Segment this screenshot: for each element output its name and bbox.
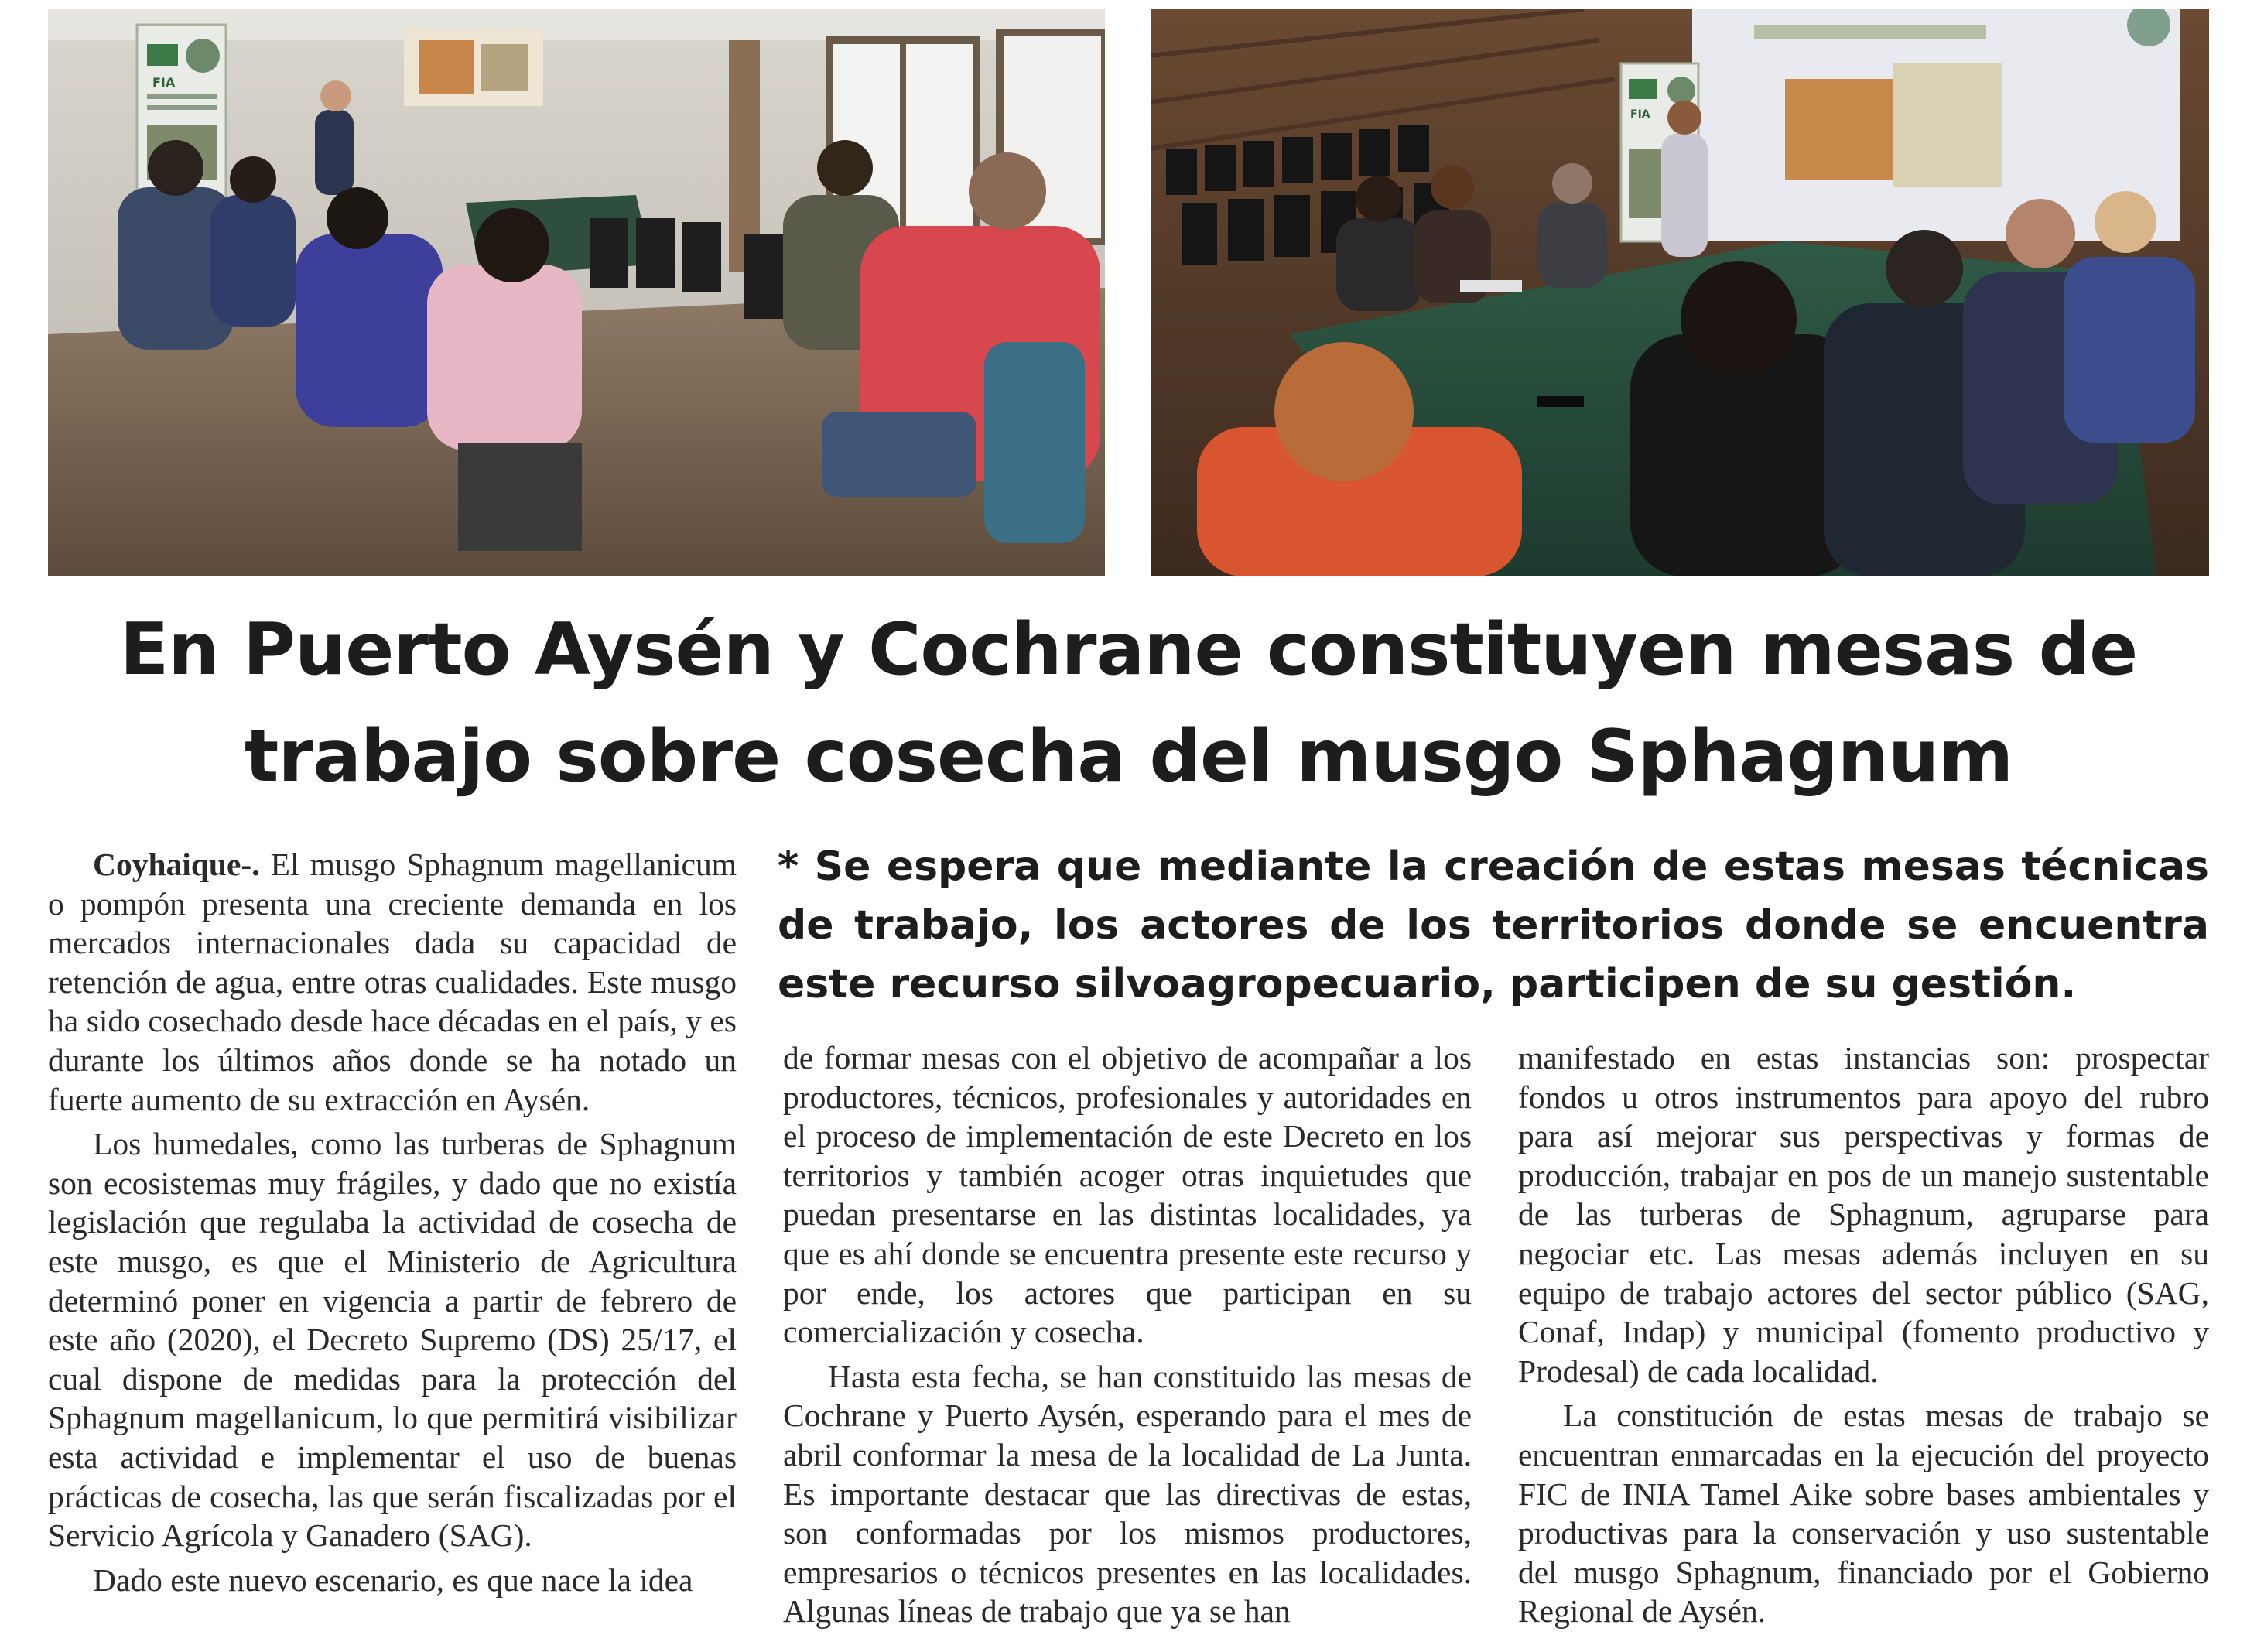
photo-meeting-puerto-aysen-image [48,9,1105,576]
article-headline [48,596,2209,809]
article-dateline: Coyhaique-. [93,847,260,882]
article-paragraph [48,845,737,1119]
photo-meeting-puerto-aysen [48,9,1105,576]
article-paragraph-text: El musgo Sphagnum magellanicum o pompón presenta una creciente demanda en los mercados internacionales dada su capacidad de retención de agua, entre otras cualidades. Este musgo ha sido cosechado desde hace décadas en el país, y es durante los últimos años donde se ha notado un fuerte aumento de su extracción en Aysén. [48,847,737,1117]
article-column-3 [1518,1038,2209,1637]
photo-right-banner-logo: FIA [1630,108,1650,121]
article-paragraph: La constitución de estas mesas de trabajo se encuentran enmarcadas en la ejecución del proyecto FIC de INIA Tamel Aike sobre bases ambientales y productivas para la conservación y uso sustentable del musgo Sphagnum, financiado por el Gobierno Regional de Aysén. [1518,1397,2209,1630]
article-column-1 [48,845,737,1605]
article-paragraph: manifestado en estas instancias son: prospectar fondos u otros instrumentos para apoyo del rubro para así mejorar sus perspectivas y formas de producción, trabajar en pos de un manejo sustentable de las turberas de Sphagnum, agruparse para negociar etc. Las mesas además incluyen en su equipo de trabajo actores del sector público (SAG, Conaf, Indap) y municipal (fomento productivo y Prodesal) de cada localidad. [1518,1040,2209,1389]
article-paragraph: Dado este nuevo escenario, es que nace la idea [93,1561,693,1598]
article-paragraph: Hasta esta fecha, se han constituido las mesas de Cochrane y Puerto Aysén, esperando para el mes de abril conformar la mesa de la localidad de La Junta. Es importante destacar que las directivas de estas, son conformadas por los mismos productores, empresarios o técnicos presentes en las localidades. Algunas líneas de trabajo que ya se han [783,1358,1472,1630]
article-column-2 [783,1038,1472,1637]
photo-meeting-cochrane [1151,9,2209,576]
article-paragraph: Los humedales, como las turberas de Sphagnum son ecosistemas muy frágiles, y dado que no existía legislación que regulaba la actividad de cosecha de este musgo, es que el Ministerio de Agricultura determinó poner en vigencia a partir de febrero de este año (2020), el Decreto Supremo (DS) 25/17, el cual dispone de medidas para la protección del Sphagnum magellanicum, lo que permitirá visibilizar esta actividad e implementar el uso de buenas prácticas de cosecha, las que serán fiscalizadas por el Servicio Agrícola y Ganadero (SAG). [48,1126,737,1554]
article-pullquote: * Se espera que mediante la creación de estas mesas técnicas de trabajo, los actores de los territorios donde se encuentra este recurso silvoagropecuario, participen de su gestión. [778,843,2209,1007]
headline-line-1: En Puerto Aysén y Cochrane constituyen mesas de [119,607,2138,691]
photo-meeting-cochrane-image [1151,9,2209,576]
headline-line-2: trabajo sobre cosecha del musgo Sphagnum [244,714,2013,798]
photo-left-banner-logo: FIA [152,75,176,90]
article-paragraph: de formar mesas con el objetivo de acompañar a los productores, técnicos, profesionales y autoridades en el proceso de implementación de este Decreto en los territorios y también acoger otras inquietudes que puedan presentarse en las distintas localidades, ya que es ahí donde se encuentra presente este recurso y por ende, los actores que participan en su comercialización y cosecha. [783,1040,1472,1350]
